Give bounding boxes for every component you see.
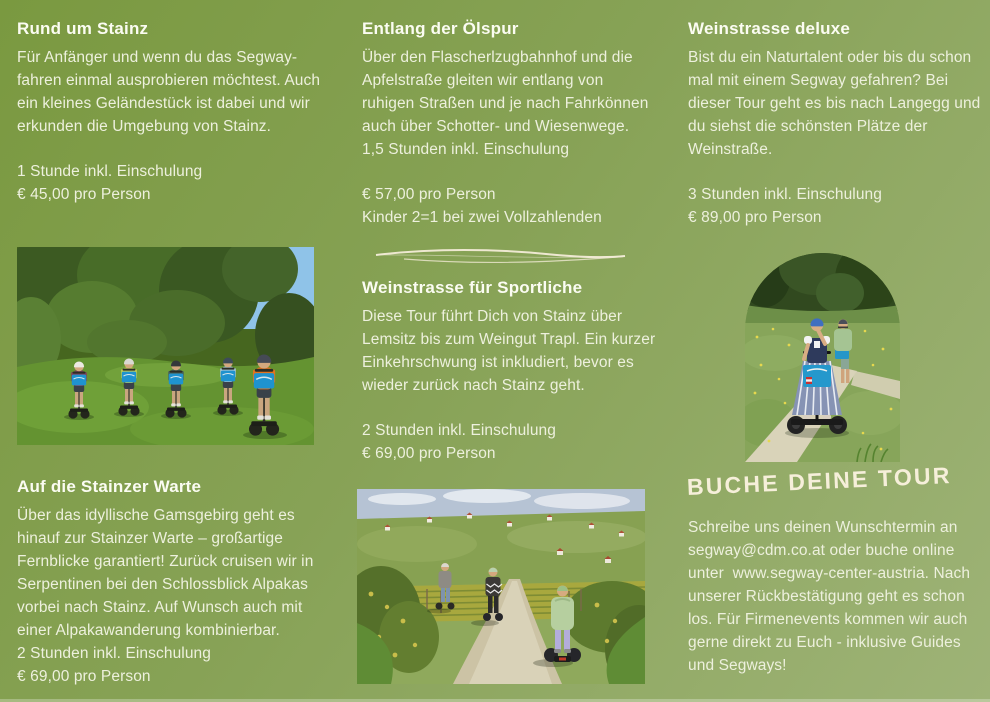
tour-section-stainzer-warte <box>17 477 323 688</box>
tour-section-rund-um-stainz <box>17 19 321 206</box>
booking-text <box>688 516 984 677</box>
tour-description: Für Anfänger und wenn du das Segway-fahren einmal ausprobieren möchtest. Auch ein kleines Geländestück ist dabei und wir erkunden die Umgebung von Stainz. <box>17 49 321 135</box>
tour-price: € 69,00 pro Person <box>17 668 151 685</box>
photo-segway-dirndl-arch <box>745 253 900 462</box>
tour-description: Diese Tour führt Dich von Stainz über Lemsitz bis zum Weingut Trapl. Ein kurzer Einkehrschwung ist inkludiert, bevor es wieder zurück nach Stainz geht. <box>362 308 656 394</box>
segway-vineyard-illustration <box>357 489 645 684</box>
tour-duration: 2 Stunden inkl. Einschulung <box>17 645 211 662</box>
tour-title: Entlang der Ölspur <box>362 19 519 38</box>
tour-note: Kinder 2=1 bei zwei Vollzahlenden <box>362 209 602 226</box>
tour-price: € 45,00 pro Person <box>17 186 151 203</box>
booking-text-part2: oder buche online unter <box>688 542 959 582</box>
tour-description: Bist du ein Naturtalent oder bis du schon mal mit einem Segway gefahren? Bei dieser Tour geht es bis nach Langegg und du siehst die schönsten Plätze der Weinstraße. <box>688 49 981 158</box>
tour-section-weinstrasse-sportliche <box>362 278 660 465</box>
booking-text-part3: . Nach unserer Rückbestätigung geht es schon los. Für Firmenevents kommen wir auch gerne direkt zu Euch - inklusive Guides und Segways! <box>688 565 975 674</box>
tour-duration: 2 Stunden inkl. Einschulung <box>362 422 556 439</box>
swoosh-divider-icon <box>374 245 628 271</box>
segway-group-meadow-illustration <box>17 247 314 445</box>
booking-email-link[interactable]: segway@cdm.co.at <box>688 542 826 559</box>
tour-title: Weinstrasse für Sportliche <box>362 278 583 297</box>
tour-section-entlang-der-oelspur <box>362 19 660 229</box>
photo-segway-group-meadow <box>17 247 314 445</box>
tour-duration: 3 Stunden inkl. Einschulung <box>688 186 882 203</box>
tour-price: € 57,00 pro Person <box>362 186 496 203</box>
tour-price: € 89,00 pro Person <box>688 209 822 226</box>
booking-text-part1: Schreibe uns deinen Wunschtermin an <box>688 519 962 536</box>
tour-price: € 69,00 pro Person <box>362 445 496 462</box>
photo-segway-vineyard <box>357 489 645 684</box>
booking-heading: BUCHE DEINE TOUR <box>686 462 953 500</box>
tour-title: Weinstrasse deluxe <box>688 19 851 38</box>
tour-duration: 1 Stunde inkl. Einschulung <box>17 163 203 180</box>
tour-section-weinstrasse-deluxe <box>688 19 982 229</box>
tour-description: Über das idyllische Gamsgebirg geht es hinauf zur Stainzer Warte – großartige Fernblicke garantiert! Zurück cruisen wir in Serpentinen bei den Schlossblick Alpakas vorbei nach Stainz. Auf Wunsch auch mit einer Alpakawanderung kombinierbar. <box>17 507 314 639</box>
tour-title: Auf die Stainzer Warte <box>17 477 202 496</box>
tour-duration: 1,5 Stunden inkl. Einschulung <box>362 141 570 158</box>
tour-title: Rund um Stainz <box>17 19 149 38</box>
tour-description: Über den Flascherlzugbahnhof und die Apfelstraße gleiten wir entlang von ruhigen Straßen und je nach Fahrkönnen auch über Schotter- und Wiesenwege. <box>362 49 649 135</box>
booking-website-link[interactable]: www.segway-center-austria <box>732 565 925 582</box>
segway-dirndl-illustration <box>745 253 900 462</box>
